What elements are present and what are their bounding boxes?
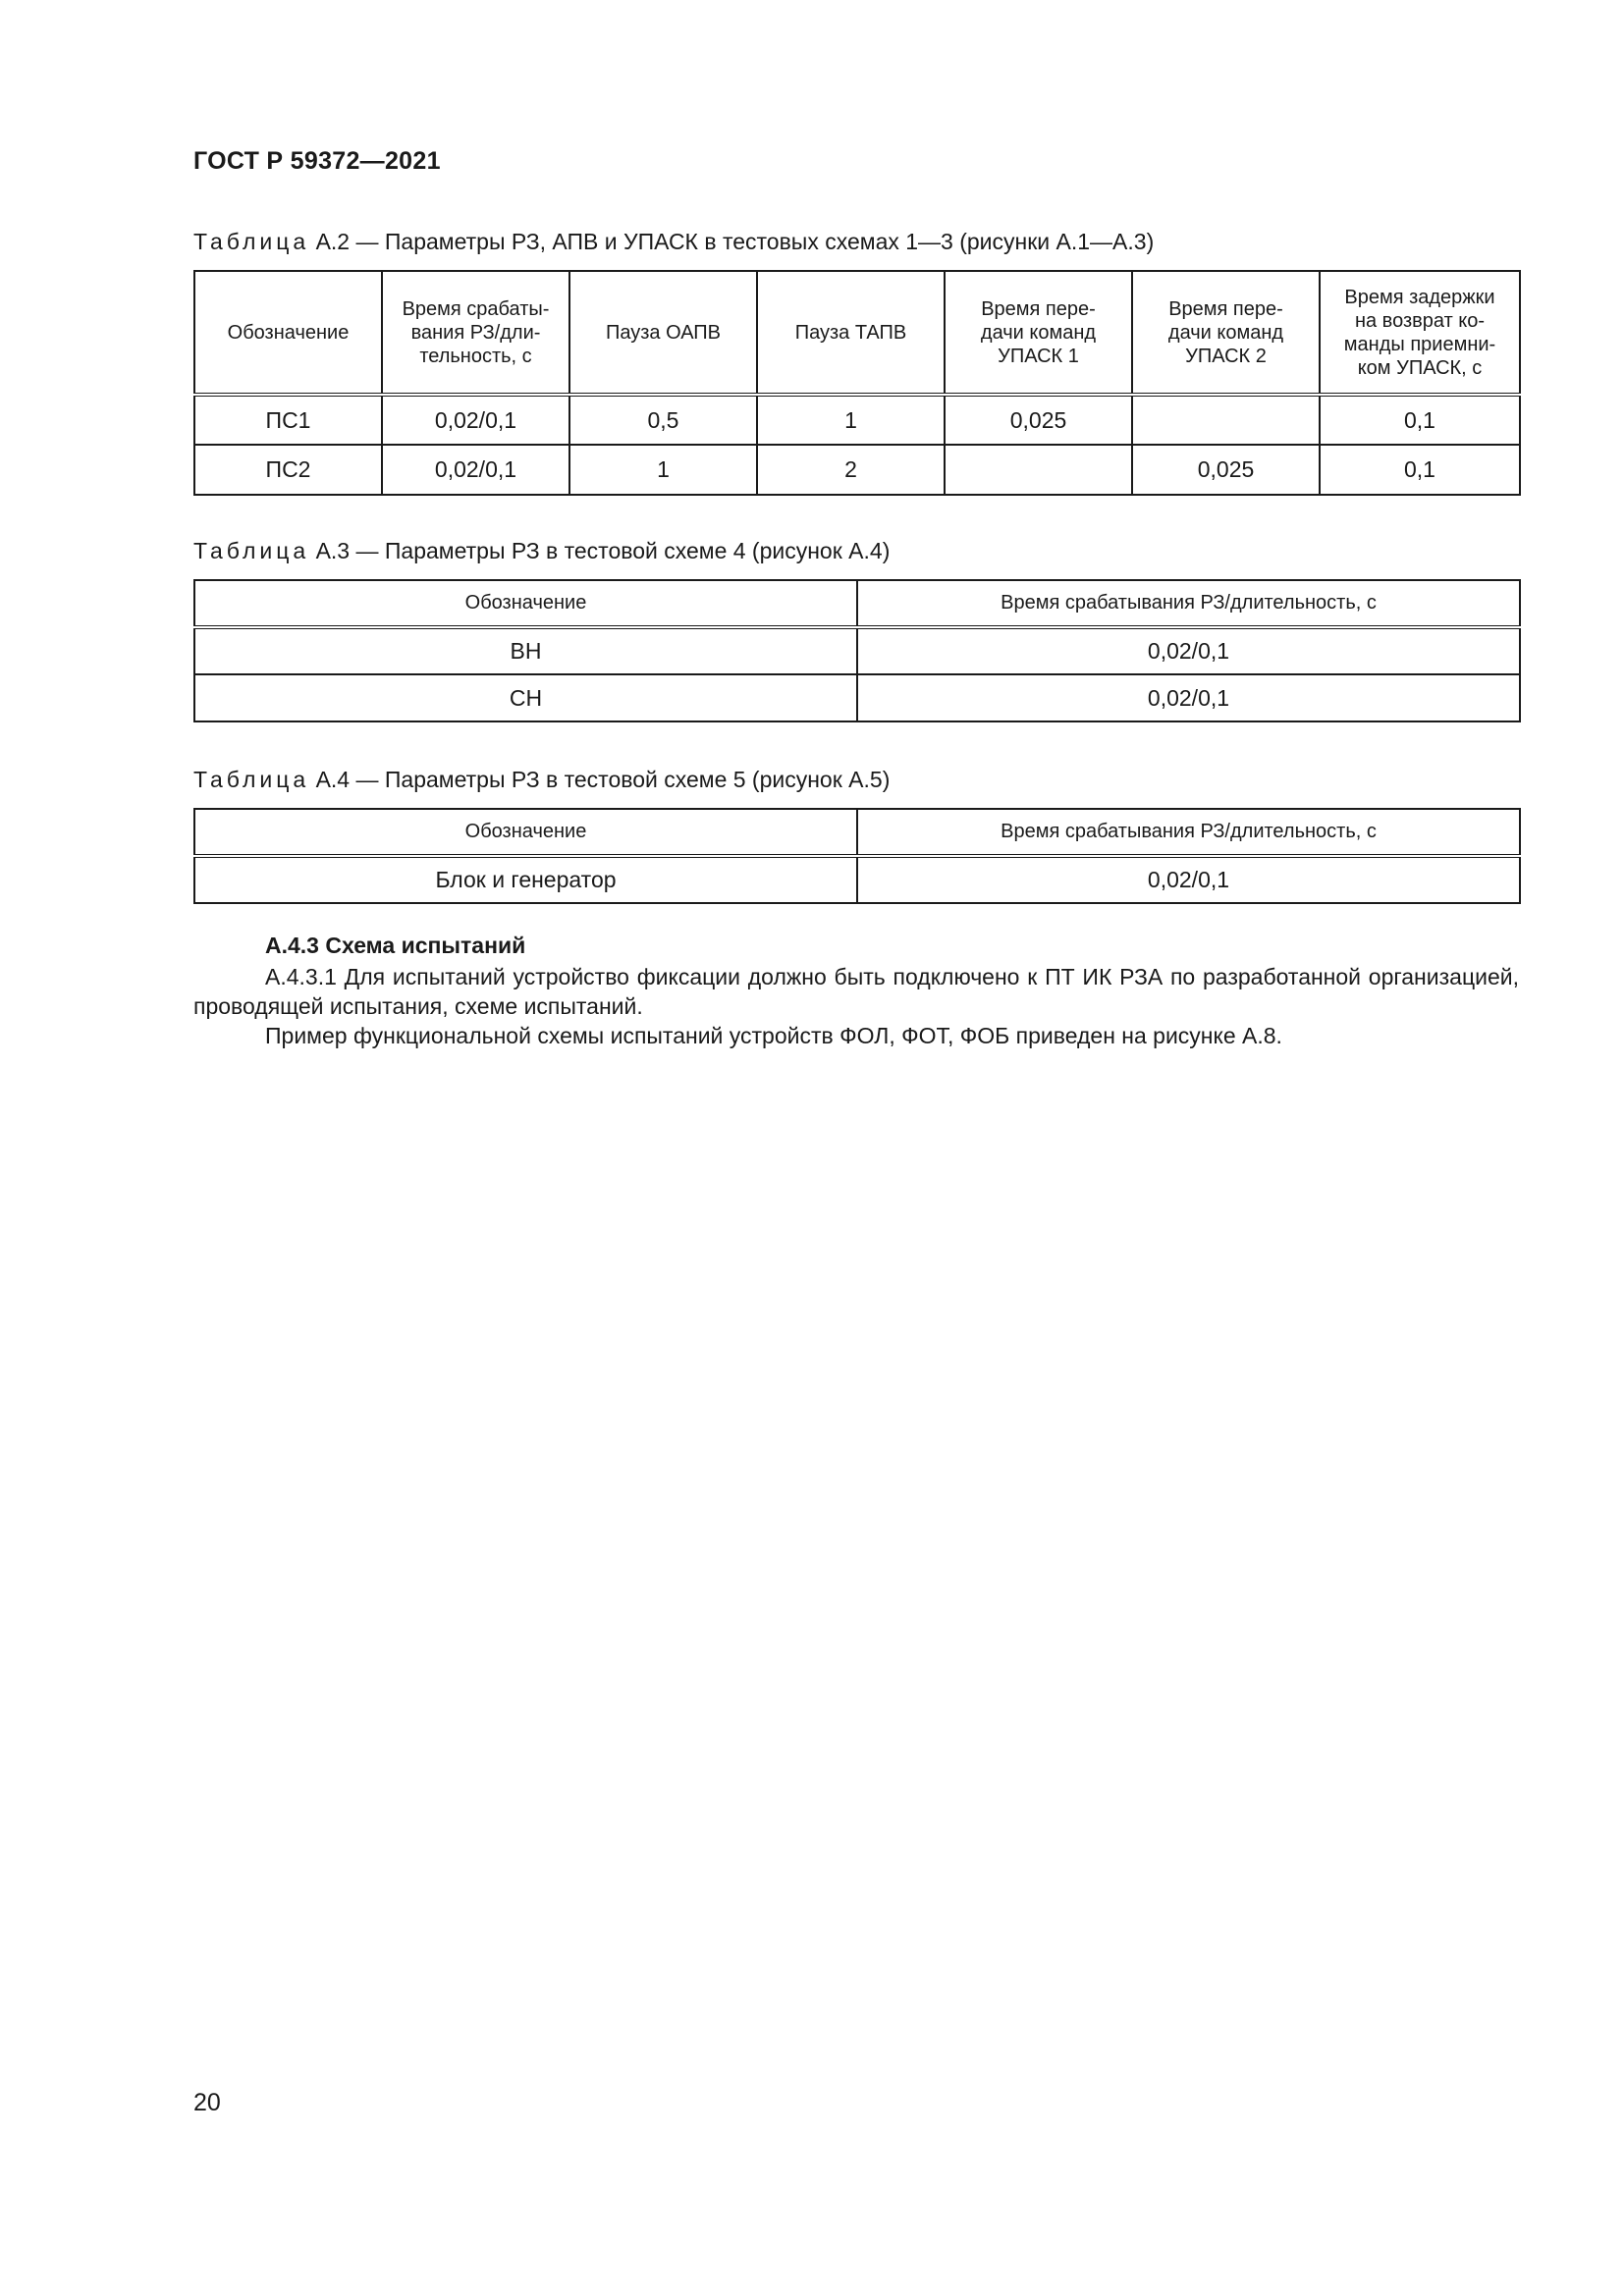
table-row <box>194 674 1520 721</box>
caption-label: Таблица <box>193 767 310 792</box>
page-number: 20 <box>193 2089 221 2116</box>
header-line: Обозначение <box>227 321 350 344</box>
header-line: Время пере- <box>1168 297 1283 320</box>
caption-label: Таблица <box>193 229 310 254</box>
table-cell: 2 <box>757 445 945 495</box>
table-row <box>194 856 1520 903</box>
header-line: ком УПАСК, с <box>1357 356 1483 379</box>
header-line: Пауза ОАПВ <box>605 321 722 344</box>
table-cell: 0,02/0,1 <box>857 856 1520 903</box>
header-line: на возврат ко- <box>1354 309 1486 332</box>
caption-text: А.3 — Параметры РЗ в тестовой схеме 4 (рисунок А.4) <box>309 538 891 563</box>
table-cell: 0,025 <box>1132 445 1320 495</box>
table-row <box>194 445 1520 495</box>
table-cell: 0,02/0,1 <box>857 674 1520 721</box>
table-cell: ВН <box>194 627 857 674</box>
column-header <box>945 271 1132 395</box>
header-line: Время пере- <box>981 297 1096 320</box>
column-header <box>569 271 757 395</box>
document-header: ГОСТ Р 59372—2021 <box>193 147 441 175</box>
column-header <box>382 271 569 395</box>
column-header: Обозначение <box>194 809 857 856</box>
table-cell: 0,025 <box>945 395 1132 445</box>
table-a2-header-row <box>194 271 1520 395</box>
table-cell: 0,02/0,1 <box>857 627 1520 674</box>
table-a3-header-row <box>194 580 1520 627</box>
table-cell: ПС2 <box>194 445 382 495</box>
table-cell: ПС1 <box>194 395 382 445</box>
table-cell <box>945 445 1132 495</box>
header-line: Время срабаты- <box>402 297 550 320</box>
table-a3-caption <box>193 538 890 564</box>
caption-text: А.2 — Параметры РЗ, АПВ и УПАСК в тестовых схемах 1—3 (рисунки А.1—А.3) <box>309 229 1155 254</box>
section-title: А.4.3 Схема испытаний <box>265 933 526 958</box>
paragraph-1-text: А.4.3.1 Для испытаний устройство фиксации должно быть подключено к ПТ ИК РЗА по разработанной организацией, проводящей испытания, схеме испытаний. <box>193 964 1519 1019</box>
column-header: Время срабатывания РЗ/длительность, с <box>857 580 1520 627</box>
header-line: Время задержки <box>1344 286 1495 308</box>
header-line: тельность, с <box>419 345 532 367</box>
paragraph-2-text: Пример функциональной схемы испытаний устройств ФОЛ, ФОТ, ФОБ приведен на рисунке А.8. <box>265 1023 1282 1048</box>
column-header <box>1320 271 1520 395</box>
header-line: вания РЗ/дли- <box>410 321 541 344</box>
table-a2-caption <box>193 229 1154 255</box>
header-line: дачи команд <box>1167 321 1284 344</box>
table-cell: СН <box>194 674 857 721</box>
table-cell: 0,02/0,1 <box>382 445 569 495</box>
paragraph-2 <box>193 1021 1519 1050</box>
table-cell: 0,02/0,1 <box>382 395 569 445</box>
caption-label: Таблица <box>193 538 310 563</box>
table-row <box>194 395 1520 445</box>
table-cell <box>1132 395 1320 445</box>
column-header: Обозначение <box>194 580 857 627</box>
table-cell: 1 <box>757 395 945 445</box>
table-cell: 0,1 <box>1320 445 1520 495</box>
column-header <box>757 271 945 395</box>
header-line: манды приемни- <box>1343 333 1496 355</box>
table-cell: Блок и генератор <box>194 856 857 903</box>
table-row <box>194 627 1520 674</box>
table-cell: 0,5 <box>569 395 757 445</box>
column-header: Время срабатывания РЗ/длительность, с <box>857 809 1520 856</box>
table-a4-caption <box>193 767 890 793</box>
paragraph-1 <box>193 962 1519 1021</box>
header-line: УПАСК 2 <box>1185 345 1267 367</box>
table-cell: 0,1 <box>1320 395 1520 445</box>
column-header <box>194 271 382 395</box>
table-a3 <box>193 579 1521 722</box>
table-a4 <box>193 808 1521 904</box>
header-line: дачи команд <box>980 321 1097 344</box>
caption-text: А.4 — Параметры РЗ в тестовой схеме 5 (рисунок А.5) <box>309 767 891 792</box>
header-line: УПАСК 1 <box>998 345 1079 367</box>
column-header <box>1132 271 1320 395</box>
table-a2 <box>193 270 1521 496</box>
header-line: Пауза ТАПВ <box>794 321 907 344</box>
table-a4-header-row <box>194 809 1520 856</box>
table-cell: 1 <box>569 445 757 495</box>
